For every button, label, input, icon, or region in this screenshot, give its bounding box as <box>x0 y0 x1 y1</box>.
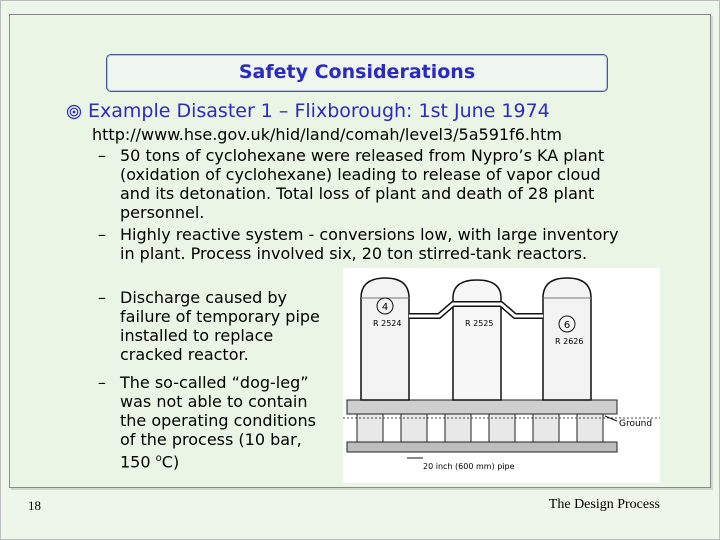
dash-bullet-4: – <box>98 373 106 392</box>
title-box <box>106 54 608 92</box>
bullseye-bullet-icon <box>66 104 82 120</box>
reactor-left-label: R 2524 <box>373 319 402 328</box>
sub-bullet-1-line-3: and its detonation. Total loss of plant and death of 28 plant <box>120 184 595 203</box>
reactor-right-label: R 2626 <box>555 337 584 346</box>
sub-bullet-4-line-1: The so-called “dog-leg” <box>120 373 309 392</box>
sub-bullet-1-line-4: personnel. <box>120 203 205 222</box>
sub-bullet-2-line-2: in plant. Process involved six, 20 ton stirred-tank reactors. <box>120 244 588 263</box>
reactor-diagram <box>343 268 660 483</box>
sub-bullet-3-line-3: installed to replace <box>120 326 274 345</box>
reactor-left-number: 4 <box>381 302 389 313</box>
slide-title: Safety Considerations <box>238 61 476 83</box>
dash-bullet-3: – <box>98 288 106 307</box>
page-number: 18 <box>28 498 41 513</box>
plinth-row <box>347 400 617 452</box>
sub-bullet-4-line-2: was not able to contain <box>120 392 308 411</box>
dash-bullet-1: – <box>98 146 106 165</box>
sub-bullet-3 <box>120 288 320 364</box>
sub-bullet-4-line-4: of the process (10 bar, <box>120 430 302 449</box>
temperature-value: 150 <box>120 452 151 472</box>
reactor-right-number: 6 <box>563 320 571 331</box>
ground-label: Ground <box>619 419 653 429</box>
sub-bullet-2 <box>120 225 618 263</box>
sub-bullet-4-line-5 <box>120 449 316 471</box>
reactor-middle <box>453 280 501 400</box>
bullet-heading: Example Disaster 1 – Flixborough: 1st June 1974 <box>88 100 550 122</box>
pipe-label: R 2525 <box>465 319 494 328</box>
sub-bullet-2-line-1: Highly reactive system - conversions low, with large inventory <box>120 225 619 244</box>
sub-bullet-1-line-1: 50 tons of cyclohexane were released from Nypro’s KA plant <box>120 146 605 165</box>
dash-bullet-2: – <box>98 225 106 244</box>
sub-bullet-3-line-1: Discharge caused by <box>120 288 288 307</box>
source-url[interactable]: http://www.hse.gov.uk/hid/land/comah/level3/5a591f6.htm <box>92 125 562 144</box>
sub-bullet-4-line-3: the operating conditions <box>120 411 316 430</box>
footer-title: The Design Process <box>548 497 660 512</box>
sub-bullet-1 <box>120 146 604 222</box>
reactor-left <box>361 278 409 400</box>
sub-bullet-3-line-2: failure of temporary pipe <box>120 307 320 326</box>
temperature-unit: C) <box>161 452 180 472</box>
pipe-caption: 20 inch (600 mm) pipe <box>423 462 515 471</box>
sub-bullet-3-line-4: cracked reactor. <box>120 345 249 364</box>
sub-bullet-1-line-2: (oxidation of cyclohexane) leading to release of vapor cloud <box>120 165 601 184</box>
degree-symbol: o <box>155 453 162 464</box>
sub-bullet-4 <box>120 373 316 471</box>
